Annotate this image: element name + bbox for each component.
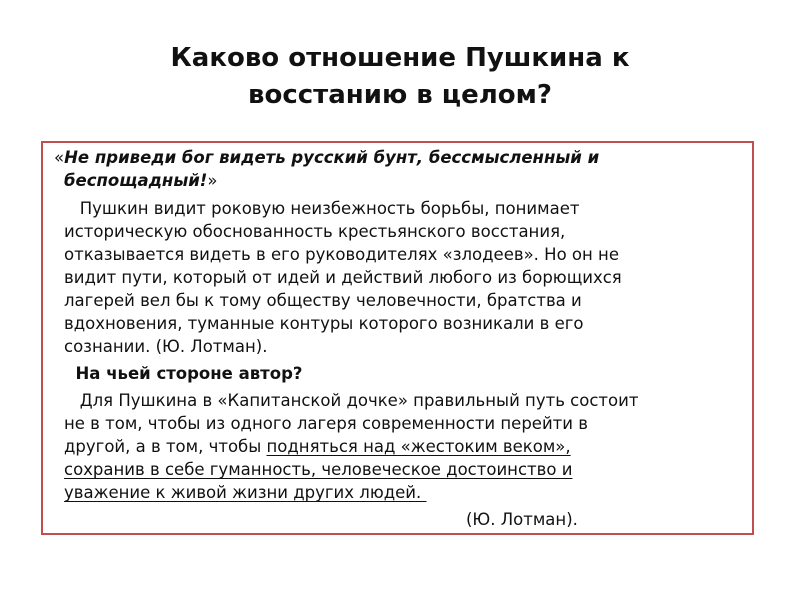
attribution: (Ю. Лотман).	[466, 510, 578, 529]
title-line-2: восстанию в целом?	[248, 80, 552, 110]
paragraph-2-line-4	[64, 458, 572, 481]
quote-text-1: Не приведи бог видеть русский бунт, бессмысленный и	[64, 148, 600, 167]
paragraph-2-line-5	[64, 481, 426, 504]
plain-text: другой, а в том, чтобы	[64, 437, 267, 456]
paragraph-2-line-1: Для Пушкина в «Капитанской дочке» правильный путь состоит	[64, 391, 639, 410]
quote-close-mark: »	[207, 171, 218, 190]
quote-open-mark: «	[54, 148, 65, 167]
question-text: На чьей стороне автор?	[75, 364, 303, 383]
paragraph-1-line: лагерей вел бы к тому обществу человечности, братства и	[64, 291, 582, 310]
paragraph-1-line: сознании. (Ю. Лотман).	[64, 337, 268, 356]
paragraph-1-line: отказывается видеть в его руководителях «злодеев». Но он не	[64, 245, 619, 264]
question-heading	[64, 362, 302, 385]
underlined-text: подняться над «жестоким веком»,	[266, 437, 571, 456]
title-line-1: Каково отношение Пушкина к	[170, 43, 630, 73]
quote-line-1	[54, 146, 599, 169]
quote-text-2: беспощадный!	[64, 171, 208, 190]
paragraph-2-line-2: не в том, чтобы из одного лагеря современности перейти в	[64, 414, 588, 433]
quote-line-2	[64, 169, 217, 192]
paragraph-2-line-3	[64, 435, 571, 458]
underlined-text: уважение к живой жизни других людей.	[64, 483, 427, 502]
slide-title	[0, 40, 800, 114]
underlined-text: сохранив в себе гуманность, человеческое достоинство и	[64, 460, 573, 479]
paragraph-1-line: Пушкин видит роковую неизбежность борьбы, понимает	[64, 199, 580, 218]
paragraph-1-line: вдохновения, туманные контуры которого возникали в его	[64, 314, 584, 333]
paragraph-1-line: видит пути, который от идей и действий любого из борющихся	[64, 268, 622, 287]
paragraph-1-line: историческую обоснованность крестьянского восстания,	[64, 222, 566, 241]
